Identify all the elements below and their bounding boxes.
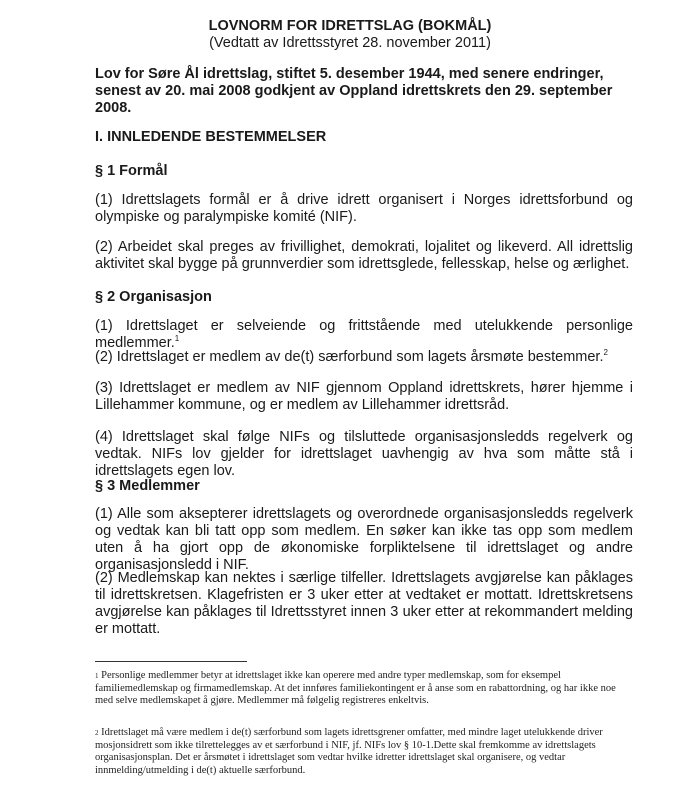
title-block [0,0,700,52]
footnote-number: 2 [95,729,99,737]
paragraph-text: (1) Idrettslaget er selveiende og frittstående med utelukkende personlige medlemmer. [95,318,633,351]
footnote-divider [95,661,247,662]
footnote-mark-2: 2 [603,348,608,358]
section-3-paragraph-2: (2) Medlemskap kan nektes i særlige tilfeller. Idrettslagets avgjørelse kan påklages til idrettskretsen. Klagefristen er 3 uker etter at vedtaket er mottatt. Idrettskretsens avgjørelse kan påklages til Idrettsstyret innen 3 uker etter at rekommandert melding er mottatt. [95,570,633,637]
section-heading-3: § 3 Medlemmer [95,478,200,494]
chapter-heading: I. INNLEDENDE BESTEMMELSER [95,129,327,145]
section-heading-2: § 2 Organisasjon [95,289,212,305]
section-2-paragraph-3: (3) Idrettslaget er medlem av NIF gjennom Oppland idrettskrets, hører hjemme i Lillehammer kommune, og er medlem av Lillehammer idrettsråd. [95,380,633,413]
section-2-paragraph-4: (4) Idrettslaget skal følge NIFs og tilsluttede organisasjonsledds regelverk og vedtak. NIFs lov gjelder for idrettslaget uavhengig av hva som måtte stå i idrettslagets egen lov. [95,429,633,479]
footnote-number: 1 [95,672,99,680]
section-2-paragraph-2 [95,349,633,366]
section-1-paragraph-2: (2) Arbeidet skal preges av frivillighet, demokrati, lojalitet og likeverd. All idrettslig aktivitet skal bygge på grunnverdier som idrettsglede, fellesskap, helse og ærlighet. [95,239,633,272]
section-1-paragraph-1: (1) Idrettslagets formål er å drive idrett organisert i Norges idrettsforbund og olympiske og paralympiske komité (NIF). [95,192,633,225]
document-title: LOVNORM FOR IDRETTSLAG (BOKMÅL) [208,18,492,34]
intro-paragraph: Lov for Søre Ål idrettslag, stiftet 5. desember 1944, med senere endringer, senest av 20. mai 2008 godkjent av Oppland idrettskrets den 29. september 2008. [95,66,613,116]
paragraph-text: (2) Idrettslaget er medlem av de(t) særforbund som lagets årsmøte bestemmer. [95,349,604,365]
section-3-paragraph-1: (1) Alle som aksepterer idrettslagets og overordnede organisasjonsledds regelverk og vedtak kan bli tatt opp som medlem. En søker kan ikke tas opp som medlem uten å ha gjort opp de økonomiske forpliktelsene til idrettslaget og andre organisasjonsledd i NIF. [95,506,633,573]
footnote-2 [95,727,635,777]
footnote-1 [95,670,635,708]
section-heading-1: § 1 Formål [95,163,168,179]
section-2-paragraph-1 [95,318,633,352]
footnote-text: Idrettslaget må være medlem i de(t) særforbund som lagets idrettsgrener omfatter, med mindre laget utelukkende driver mosjonsidrett som ikke tilrettelegges av et særforbund i NIF, jf. NIFs lov § 10-1.Dette skal fremkomme av idrettslagets organisasjonsplan. Det er årsmøtet i idrettslaget som vedtar hvilke idretter idrettslaget skal organisere, og vedtar innmelding/utmelding i de(t) aktuelle særforbund. [95,727,603,776]
document-subtitle: (Vedtatt av Idrettsstyret 28. november 2011) [209,35,491,51]
footnote-mark-1: 1 [174,334,180,344]
footnote-text: Personlige medlemmer betyr at idrettslaget ikke kan operere med andre typer medlemskap, som for eksempel familiemedlemskap og firmamedlemskap. At det innføres familiekontingent er å anse som en rabattordning, og har ikke noe med selve medlemskapet å gjøre. Medlemmer må følgelig registreres enkeltvis. [95,670,616,706]
